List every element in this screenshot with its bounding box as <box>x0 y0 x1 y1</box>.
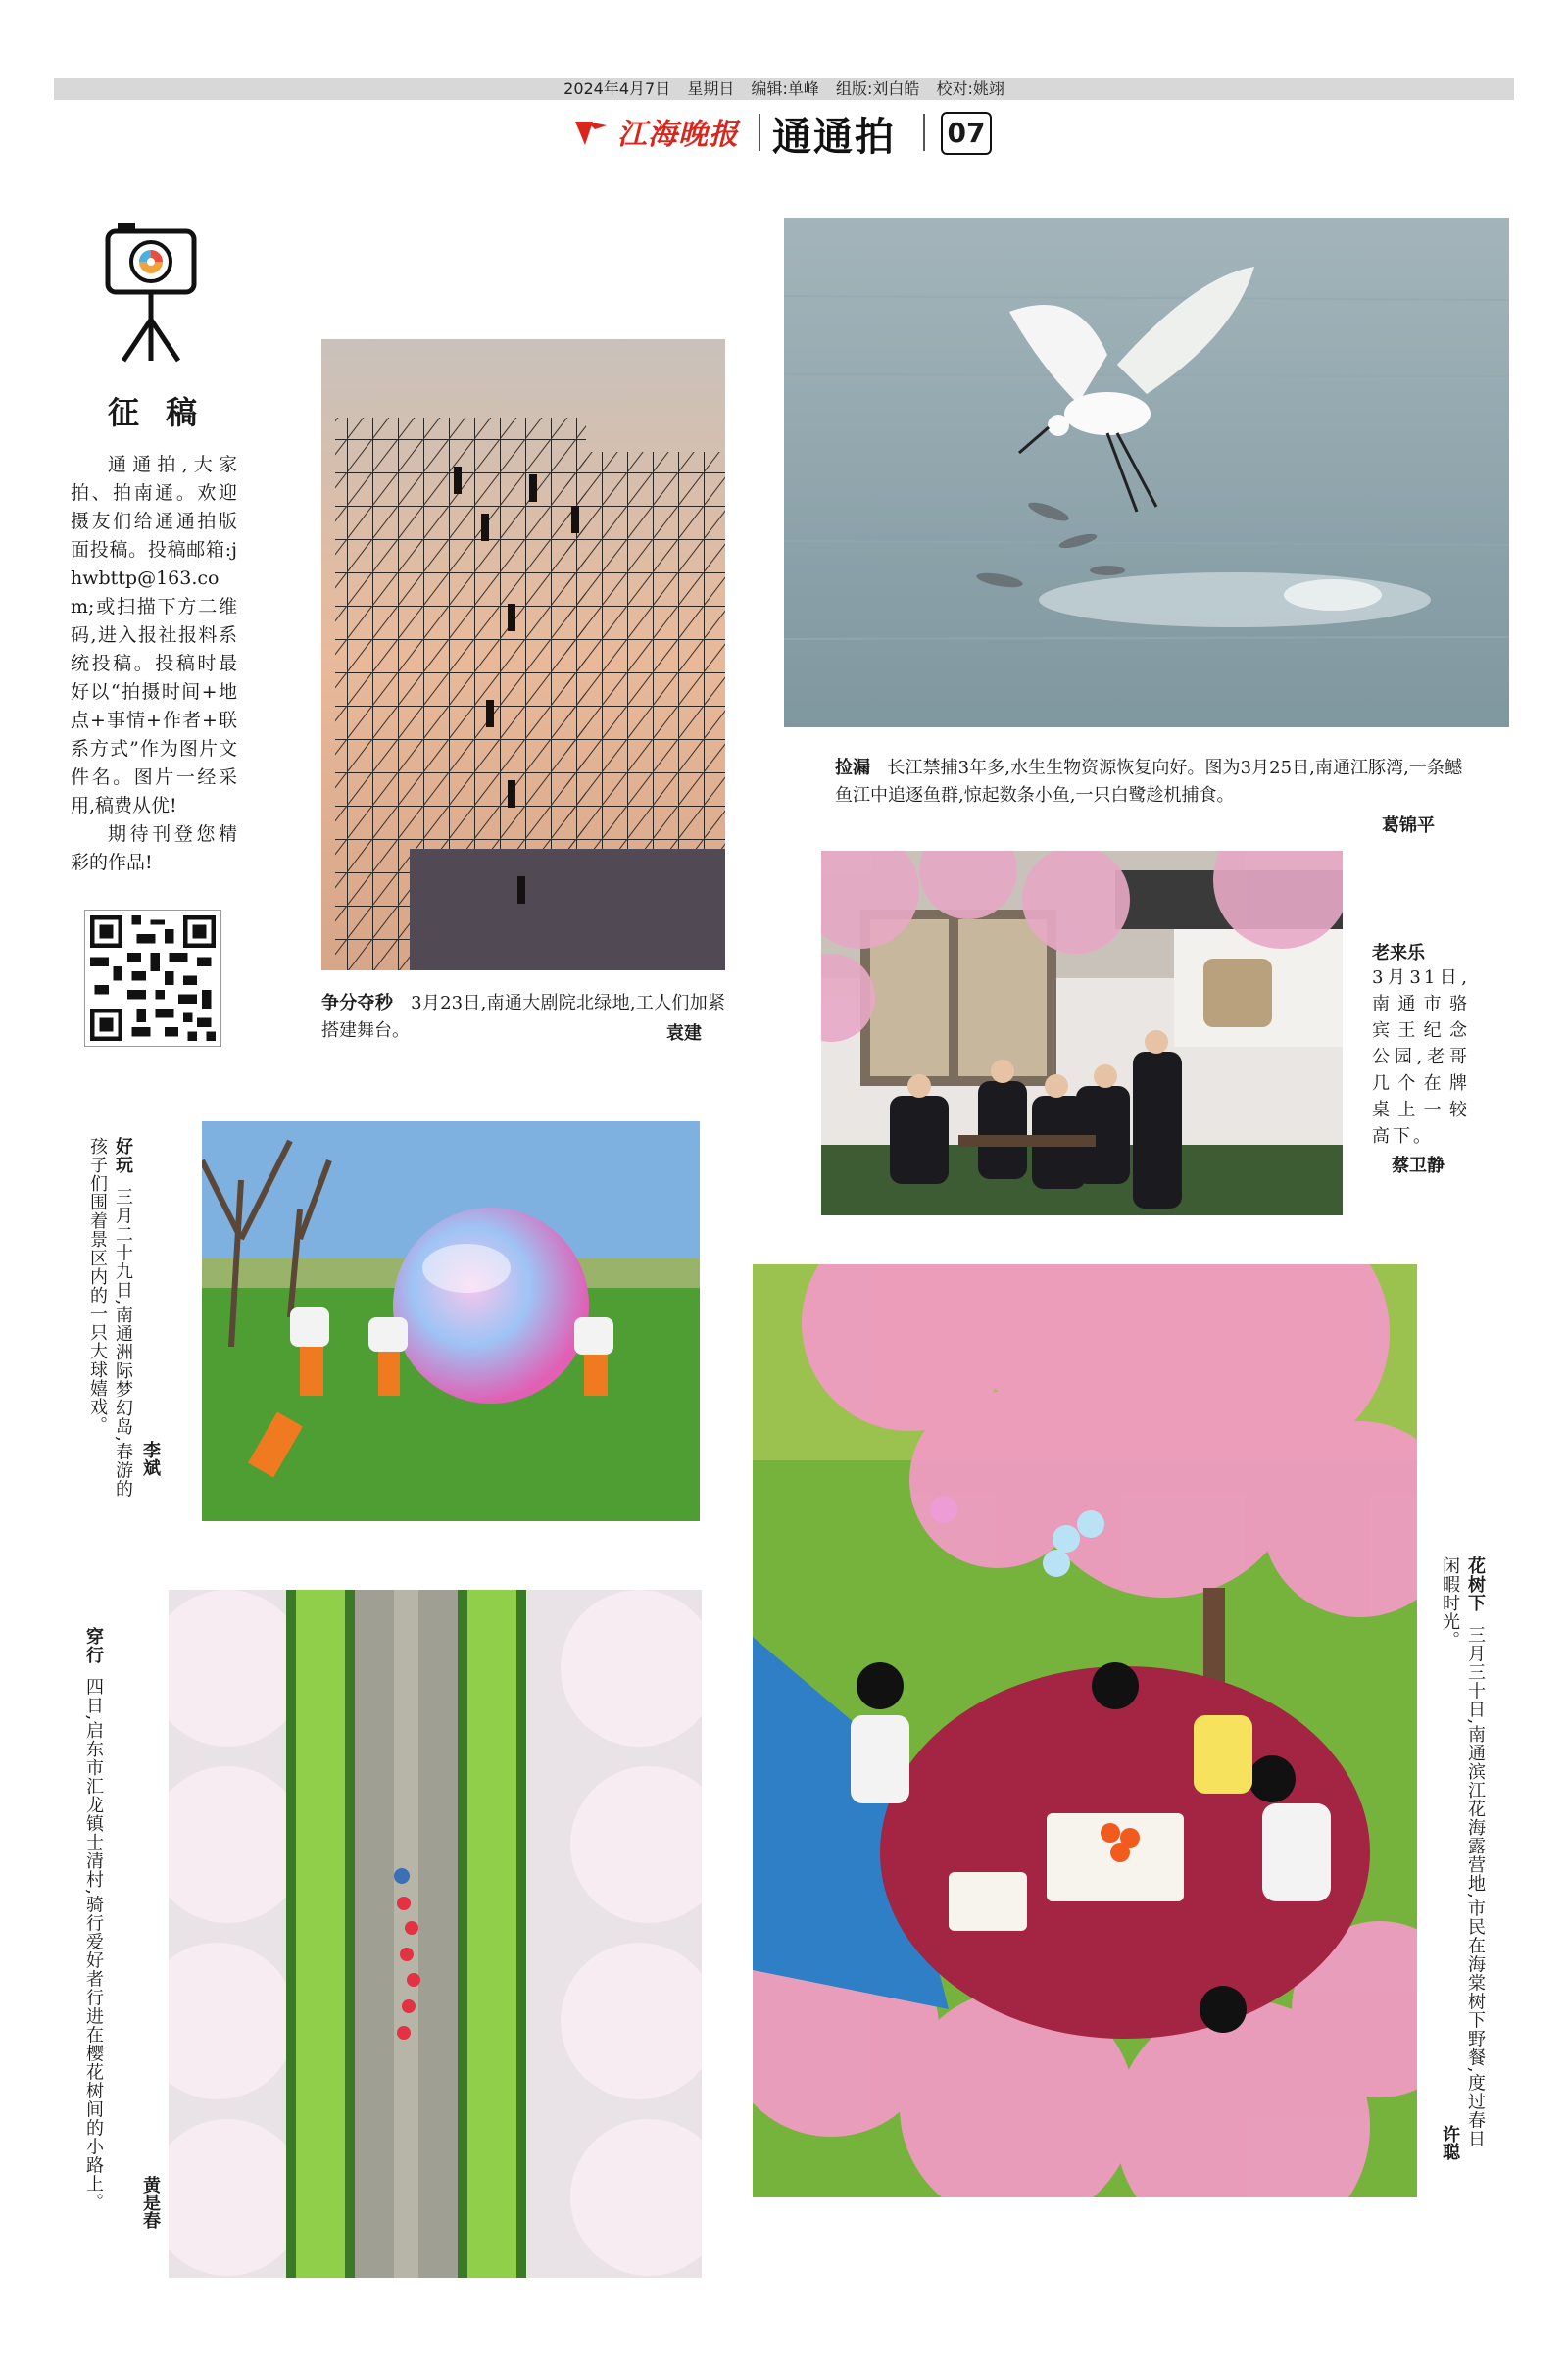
elders-caption-title: 老来乐 <box>1372 943 1425 963</box>
elders-caption <box>1372 939 1470 1177</box>
call-closing-text: 期待刊登您精彩的作品! <box>71 823 237 873</box>
egret-photo <box>784 218 1509 727</box>
qr-code-icon[interactable] <box>84 910 221 1047</box>
picnic-caption <box>1437 1556 1488 2164</box>
call-body-text: 通通拍,大家拍、拍南通。欢迎摄友们给通通拍版面投稿。投稿邮箱:jhwbttp@163.com;或扫描下方二维码,进入报社报料系统投稿。投稿时最好以“拍摄时间+地点+事情+作者+联系方式”作为图片文件名。图片一经采用,稿费从优! <box>71 454 237 816</box>
picnic-author: 许聪 <box>1440 2125 1460 2160</box>
cyclists-author: 黄是春 <box>140 2176 161 2229</box>
edition-layout: 组版:刘白皓 <box>835 79 920 98</box>
edition-info-bar <box>54 78 1514 100</box>
scaffold-author: 袁建 <box>666 1023 702 1044</box>
cyclists-caption-text: 四日,启东市汇龙镇士清村,骑行爱好者行进在樱花树间的小路上。 <box>83 1677 104 2212</box>
section-title: 通通拍 <box>772 114 896 160</box>
scaffold-photo <box>321 339 725 970</box>
camera-tripod-icon <box>102 218 200 365</box>
egret-caption-text: 长江禁捕3年多,水生生物资源恢复向好。图为3月25日,南通江豚湾,一条鳡鱼江中追逐鱼群,惊起数条小鱼,一只白鹭趁机捕食。 <box>835 758 1462 806</box>
ball-photo <box>202 1121 700 1521</box>
edition-editor: 编辑:单峰 <box>751 79 819 98</box>
ball-caption-text: 三月二十九日,南通洲际梦幻岛,春游的孩子们围着景区内的一只大球嬉戏。 <box>87 1137 133 1499</box>
scaffold-caption <box>321 990 725 1045</box>
ball-caption <box>84 1137 135 1509</box>
egret-caption <box>835 755 1462 810</box>
picnic-photo <box>753 1264 1417 2197</box>
elders-author: 蔡卫静 <box>1392 1156 1445 1176</box>
newspaper-name: 江海晚报 <box>617 118 739 152</box>
call-for-submissions-body <box>71 451 237 877</box>
cyclists-photo <box>169 1590 702 2278</box>
ball-caption-title: 好玩 <box>113 1137 133 1174</box>
elders-caption-text: 3月31日,南通市骆宾王纪念公园,老哥几个在牌桌上一较高下。 <box>1372 967 1470 1147</box>
newspaper-logo-icon <box>573 116 609 151</box>
masthead-divider <box>759 114 760 151</box>
call-for-submissions-title: 征 稿 <box>108 394 206 431</box>
page-number: 07 <box>941 112 992 155</box>
ball-author: 李斌 <box>140 1441 161 1476</box>
picnic-caption-title: 花树下 <box>1465 1556 1486 1612</box>
scaffold-caption-title: 争分夺秒 <box>321 993 394 1013</box>
picnic-caption-text: 三月三十日,南通滨江花海露营地,市民在海棠树下野餐,度过春日闲暇时光。 <box>1440 1556 1486 2148</box>
masthead-divider <box>923 114 925 151</box>
egret-caption-title: 捡漏 <box>835 758 871 778</box>
egret-author: 葛锦平 <box>1382 815 1435 836</box>
edition-weekday: 星期日 <box>687 79 735 98</box>
cyclists-caption-title: 穿行 <box>83 1627 104 1664</box>
cyclists-caption <box>80 1627 106 2254</box>
elders-photo <box>821 851 1343 1215</box>
edition-date: 2024年4月7日 <box>564 79 671 98</box>
scaffold-caption-text: 3月23日,南通大剧院北绿地,工人们加紧搭建舞台。 <box>321 993 725 1041</box>
edition-proof: 校对:姚翊 <box>936 79 1004 98</box>
